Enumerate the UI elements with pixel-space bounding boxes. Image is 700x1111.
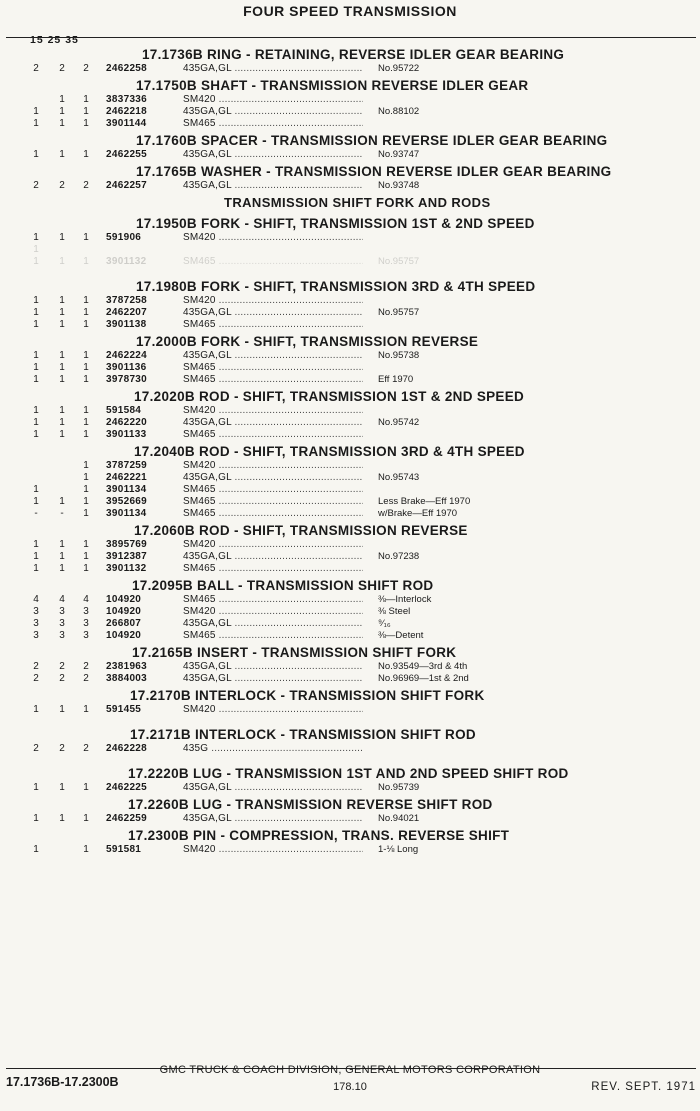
group-heading — [0, 44, 700, 63]
part-row — [0, 704, 700, 716]
model-code: SM465 ..... — [183, 484, 363, 495]
part-note: ⁹⁄₁₆ — [378, 618, 391, 629]
part-number: 2462225 — [106, 782, 148, 793]
qty-35: 1 — [83, 813, 89, 824]
group-heading — [0, 441, 700, 460]
model-code: SM465 ..... — [183, 362, 363, 373]
qty-25: 3 — [59, 606, 65, 617]
qty-25: 4 — [59, 594, 65, 605]
part-note: No.95743 — [378, 472, 420, 483]
qty-15: 1 — [33, 118, 39, 129]
part-number: 3901134 — [106, 508, 147, 519]
qty-25: 1 — [59, 496, 65, 507]
qty-25: 1 — [59, 307, 65, 318]
part-number: 2462257 — [106, 180, 148, 191]
qty-15: 3 — [33, 618, 39, 629]
group-heading-text: 17.1760B SPACER - TRANSMISSION REVERSE IDLER GEAR BEARING — [136, 133, 608, 148]
qty-15: 1 — [33, 563, 39, 574]
qty-15: 1 — [33, 844, 39, 855]
part-row — [0, 594, 700, 606]
qty-35: 1 — [83, 429, 89, 440]
model-code: SM420 ..... — [183, 460, 363, 471]
part-number: 3884003 — [106, 673, 148, 684]
spacer — [0, 716, 700, 724]
group-heading-text: 17.2171B INTERLOCK - TRANSMISSION SHIFT ROD — [130, 727, 476, 742]
group-heading-text: 17.1736B RING - RETAINING, REVERSE IDLER GEAR BEARING — [142, 47, 565, 62]
group-heading-text: 17.1750B SHAFT - TRANSMISSION REVERSE IDLER GEAR — [136, 78, 529, 93]
part-number: 3901132 — [106, 563, 147, 574]
qty-35: 1 — [83, 417, 89, 428]
qty-35: 1 — [83, 844, 89, 855]
qty-25: 1 — [59, 94, 65, 105]
qty-35: 1 — [83, 232, 89, 243]
part-row — [0, 606, 700, 618]
group-heading — [0, 213, 700, 232]
model-code: 435GA,GL ..... — [183, 551, 363, 562]
part-number: 2462207 — [106, 307, 148, 318]
model-code: SM465 ..... — [183, 563, 363, 574]
header-rule — [6, 37, 696, 38]
part-note: No.95757 — [378, 307, 420, 318]
qty-35: 1 — [83, 539, 89, 550]
qty-35: 1 — [83, 295, 89, 306]
part-number: 104920 — [106, 630, 142, 641]
qty-25: 1 — [59, 704, 65, 715]
group-heading-text: 17.2060B ROD - SHIFT, TRANSMISSION REVERSE — [134, 523, 468, 538]
qty-35: 1 — [83, 256, 89, 267]
section-heading-text: TRANSMISSION SHIFT FORK AND RODS — [224, 195, 491, 210]
part-number: 3787259 — [106, 460, 148, 471]
qty-35: 2 — [83, 743, 89, 754]
qty-25: 1 — [59, 374, 65, 385]
group-heading — [0, 685, 700, 704]
qty-15: 4 — [33, 594, 39, 605]
group-heading-text: 17.1980B FORK - SHIFT, TRANSMISSION 3RD & 4TH SPEED — [136, 279, 536, 294]
qty-15: 1 — [33, 319, 39, 330]
part-number: 591581 — [106, 844, 142, 855]
footer-revision-date: REV. SEPT. 1971 — [591, 1081, 696, 1093]
model-code: 435GA,GL ..... — [183, 618, 363, 629]
part-row — [0, 539, 700, 551]
qty-25: 1 — [59, 319, 65, 330]
part-note: ⅜ Steel — [378, 606, 411, 617]
part-row — [0, 551, 700, 563]
qty-35: 1 — [83, 484, 89, 495]
group-heading-text: 17.1950B FORK - SHIFT, TRANSMISSION 1ST & 2ND SPEED — [136, 216, 535, 231]
model-code: 435GA,GL ..... — [183, 63, 363, 74]
qty-25: 2 — [59, 661, 65, 672]
qty-15: 1 — [33, 417, 39, 428]
qty-35: 2 — [83, 673, 89, 684]
qty-25: 1 — [59, 350, 65, 361]
part-note: No.95738 — [378, 350, 420, 361]
qty-35: 1 — [83, 106, 89, 117]
part-number: 104920 — [106, 594, 142, 605]
part-note: 1-⅛ Long — [378, 844, 419, 855]
part-number: 2462218 — [106, 106, 148, 117]
qty-35: 2 — [83, 180, 89, 191]
qty-35: 3 — [83, 618, 89, 629]
group-heading — [0, 763, 700, 782]
qty-25: 1 — [59, 232, 65, 243]
part-note: No.97238 — [378, 551, 420, 562]
qty-25: 1 — [59, 539, 65, 550]
part-number: 2462255 — [106, 149, 148, 160]
group-heading-text: 17.2165B INSERT - TRANSMISSION SHIFT FORK — [132, 645, 457, 660]
group-heading-text: 17.2300B PIN - COMPRESSION, TRANS. REVERSE SHIFT — [128, 828, 510, 843]
qty-25: 1 — [59, 417, 65, 428]
model-code: 435GA,GL ..... — [183, 149, 363, 160]
qty-35: 1 — [83, 118, 89, 129]
group-heading — [0, 75, 700, 94]
model-code: SM465 ..... — [183, 508, 363, 519]
group-heading-text: 17.2095B BALL - TRANSMISSION SHIFT ROD — [132, 578, 434, 593]
qty-35: 1 — [83, 563, 89, 574]
model-code: SM465 ..... — [183, 319, 363, 330]
qty-25: 3 — [59, 618, 65, 629]
qty-15: 1 — [33, 374, 39, 385]
model-code: 435GA,GL ..... — [183, 350, 363, 361]
group-heading-text: 17.2220B LUG - TRANSMISSION 1ST AND 2ND SPEED SHIFT ROD — [128, 766, 569, 781]
part-note: No.88102 — [378, 106, 420, 117]
part-number: 3787258 — [106, 295, 148, 306]
qty-15: 1 — [33, 484, 39, 495]
part-row — [0, 362, 700, 374]
qty-15: 1 — [33, 782, 39, 793]
group-heading-text: 17.1765B WASHER - TRANSMISSION REVERSE IDLER GEAR BEARING — [136, 164, 612, 179]
qty-15: - — [34, 508, 38, 519]
part-row — [0, 630, 700, 642]
part-number: 2462221 — [106, 472, 148, 483]
part-row — [0, 743, 700, 755]
part-number: 2462224 — [106, 350, 148, 361]
part-row — [0, 256, 700, 268]
part-number: 3901132 — [106, 256, 147, 267]
model-code: SM465 ..... — [183, 594, 363, 605]
qty-25: 1 — [59, 118, 65, 129]
part-number: 3901136 — [106, 362, 147, 373]
part-note: No.95757 — [378, 256, 420, 267]
qty-15: 1 — [33, 405, 39, 416]
part-row — [0, 232, 700, 244]
model-code: 435GA,GL ..... — [183, 813, 363, 824]
qty-35: 1 — [83, 472, 89, 483]
qty-25: 1 — [59, 563, 65, 574]
model-code: 435GA,GL ..... — [183, 417, 363, 428]
part-row — [0, 460, 700, 472]
model-code: SM420 ..... — [183, 844, 363, 855]
qty-25: 1 — [59, 149, 65, 160]
quantity-column-headers: 15 25 35 — [30, 34, 79, 46]
part-note: Eff 1970 — [378, 374, 414, 385]
group-heading — [0, 520, 700, 539]
qty-15: 2 — [33, 673, 39, 684]
qty-35: 1 — [83, 362, 89, 373]
group-heading — [0, 276, 700, 295]
model-code: SM465 ..... — [183, 256, 363, 267]
part-row — [0, 350, 700, 362]
qty-35: 2 — [83, 661, 89, 672]
part-note: Less Brake—Eff 1970 — [378, 496, 471, 507]
qty-35: 1 — [83, 496, 89, 507]
model-code: SM420 ..... — [183, 295, 363, 306]
group-heading — [0, 794, 700, 813]
part-number: 104920 — [106, 606, 142, 617]
model-code: 435GA,GL ..... — [183, 106, 363, 117]
qty-35: 3 — [83, 606, 89, 617]
part-row — [0, 429, 700, 441]
qty-35: 3 — [83, 630, 89, 641]
part-row — [0, 63, 700, 75]
qty-15: 3 — [33, 630, 39, 641]
qty-25: 1 — [59, 551, 65, 562]
part-row — [0, 244, 700, 256]
part-number: 3901144 — [106, 118, 147, 129]
qty-35: 1 — [83, 405, 89, 416]
part-note: No.95739 — [378, 782, 420, 793]
qty-35: 1 — [83, 350, 89, 361]
part-number: 3901138 — [106, 319, 147, 330]
qty-35: 1 — [83, 94, 89, 105]
group-heading — [0, 130, 700, 149]
qty-15: 1 — [33, 256, 39, 267]
part-row — [0, 295, 700, 307]
part-number: 266807 — [106, 618, 142, 629]
part-note: No.93549—3rd & 4th — [378, 661, 468, 672]
part-note: w/Brake—Eff 1970 — [378, 508, 458, 519]
part-note: No.94021 — [378, 813, 420, 824]
qty-35: 1 — [83, 704, 89, 715]
qty-25: 2 — [59, 63, 65, 74]
part-number: 2462220 — [106, 417, 148, 428]
group-heading — [0, 575, 700, 594]
part-number: 2462228 — [106, 743, 148, 754]
qty-25: 3 — [59, 630, 65, 641]
qty-25: 1 — [59, 106, 65, 117]
qty-35: 2 — [83, 63, 89, 74]
part-row — [0, 149, 700, 161]
model-code: SM420 ..... — [183, 405, 363, 416]
qty-15: 1 — [33, 539, 39, 550]
group-heading-text: 17.2000B FORK - SHIFT, TRANSMISSION REVERSE — [136, 334, 479, 349]
qty-15: 1 — [33, 307, 39, 318]
part-row — [0, 661, 700, 673]
part-number: 3837336 — [106, 94, 148, 105]
part-row — [0, 307, 700, 319]
qty-15: 2 — [33, 661, 39, 672]
footer-publisher: GMC TRUCK & COACH DIVISION, GENERAL MOTORS CORPORATION — [159, 1064, 541, 1076]
part-number: 3912387 — [106, 551, 148, 562]
qty-15: 1 — [33, 244, 39, 255]
part-number: 3901133 — [106, 429, 147, 440]
qty-15: 1 — [33, 149, 39, 160]
group-heading-text: 17.2040B ROD - SHIFT, TRANSMISSION 3RD & 4TH SPEED — [134, 444, 525, 459]
qty-25: 1 — [59, 429, 65, 440]
part-row — [0, 374, 700, 386]
part-row — [0, 813, 700, 825]
part-number: 3901134 — [106, 484, 147, 495]
part-number: 591455 — [106, 704, 142, 715]
model-code: SM465 ..... — [183, 496, 363, 507]
part-number: 3978730 — [106, 374, 148, 385]
part-row — [0, 782, 700, 794]
part-row — [0, 319, 700, 331]
qty-25: 2 — [59, 180, 65, 191]
model-code: 435GA,GL ..... — [183, 782, 363, 793]
part-row — [0, 118, 700, 130]
qty-15: 1 — [33, 106, 39, 117]
part-row — [0, 180, 700, 192]
part-row — [0, 496, 700, 508]
qty-15: 2 — [33, 743, 39, 754]
group-heading — [0, 642, 700, 661]
qty-15: 1 — [33, 496, 39, 507]
qty-35: 1 — [83, 551, 89, 562]
group-heading — [0, 331, 700, 350]
model-code: 435GA,GL ..... — [183, 180, 363, 191]
part-row — [0, 405, 700, 417]
qty-15: 2 — [33, 63, 39, 74]
qty-35: 1 — [83, 508, 89, 519]
part-note: No.93747 — [378, 149, 420, 160]
group-heading — [0, 161, 700, 180]
group-heading — [0, 825, 700, 844]
qty-35: 1 — [83, 460, 89, 471]
model-code: 435GA,GL ..... — [183, 472, 363, 483]
footer-page-number: 178.10 — [333, 1081, 367, 1093]
part-row — [0, 618, 700, 630]
model-code: SM420 ..... — [183, 539, 363, 550]
part-number: 3895769 — [106, 539, 148, 550]
qty-15: 1 — [33, 813, 39, 824]
model-code: 435GA,GL ..... — [183, 673, 363, 684]
qty-15: 1 — [33, 350, 39, 361]
qty-25: 1 — [59, 782, 65, 793]
part-row — [0, 472, 700, 484]
part-number: 591906 — [106, 232, 142, 243]
model-code: SM465 ..... — [183, 630, 363, 641]
qty-25: 1 — [59, 362, 65, 373]
qty-25: 1 — [59, 813, 65, 824]
part-row — [0, 484, 700, 496]
part-number: 3952669 — [106, 496, 148, 507]
model-code: SM420 ..... — [183, 606, 363, 617]
qty-35: 1 — [83, 374, 89, 385]
qty-15: 1 — [33, 551, 39, 562]
qty-15: 1 — [33, 362, 39, 373]
part-row — [0, 844, 700, 856]
part-row — [0, 417, 700, 429]
qty-25: 2 — [59, 673, 65, 684]
qty-25: 1 — [59, 405, 65, 416]
qty-35: 1 — [83, 782, 89, 793]
model-code: SM465 ..... — [183, 118, 363, 129]
qty-15: 1 — [33, 232, 39, 243]
part-note: No.95742 — [378, 417, 420, 428]
section-heading — [0, 192, 700, 213]
part-number: 2381963 — [106, 661, 148, 672]
group-heading-text: 17.2020B ROD - SHIFT, TRANSMISSION 1ST & 2ND SPEED — [134, 389, 525, 404]
part-number: 2462259 — [106, 813, 148, 824]
model-code: SM420 ..... — [183, 232, 363, 243]
qty-15: 1 — [33, 704, 39, 715]
model-code: SM420 ..... — [183, 704, 363, 715]
model-code: 435GA,GL ..... — [183, 307, 363, 318]
part-note: No.93748 — [378, 180, 420, 191]
part-number: 2462258 — [106, 63, 148, 74]
qty-15: 2 — [33, 180, 39, 191]
model-code: SM465 ..... — [183, 374, 363, 385]
group-heading — [0, 724, 700, 743]
model-code: 435GA,GL ..... — [183, 661, 363, 672]
part-row — [0, 508, 700, 520]
page-title: FOUR SPEED TRANSMISSION — [243, 3, 457, 19]
part-row — [0, 106, 700, 118]
part-note: No.96969—1st & 2nd — [378, 673, 469, 684]
spacer — [0, 268, 700, 276]
qty-15: 3 — [33, 606, 39, 617]
qty-35: 1 — [83, 307, 89, 318]
model-code: SM420 ..... — [183, 94, 363, 105]
part-note: ⅜—Detent — [378, 630, 424, 641]
model-code: SM465 ..... — [183, 429, 363, 440]
part-row — [0, 94, 700, 106]
qty-35: 1 — [83, 149, 89, 160]
group-heading-text: 17.2260B LUG - TRANSMISSION REVERSE SHIFT ROD — [128, 797, 493, 812]
qty-35: 1 — [83, 319, 89, 330]
qty-25: 2 — [59, 743, 65, 754]
qty-25: 1 — [59, 295, 65, 306]
part-note: No.95722 — [378, 63, 420, 74]
footer-section-range: 17.1736B-17.2300B — [6, 1075, 119, 1089]
parts-list — [0, 44, 700, 856]
qty-35: 4 — [83, 594, 89, 605]
part-number: 591584 — [106, 405, 142, 416]
model-code: 435G ..... — [183, 743, 363, 754]
part-row — [0, 673, 700, 685]
group-heading-text: 17.2170B INTERLOCK - TRANSMISSION SHIFT FORK — [130, 688, 485, 703]
part-note: ⅜—Interlock — [378, 594, 432, 605]
qty-25: 1 — [59, 256, 65, 267]
qty-15: 1 — [33, 429, 39, 440]
spacer — [0, 755, 700, 763]
part-row — [0, 563, 700, 575]
qty-25: - — [60, 508, 64, 519]
qty-15: 1 — [33, 295, 39, 306]
group-heading — [0, 386, 700, 405]
